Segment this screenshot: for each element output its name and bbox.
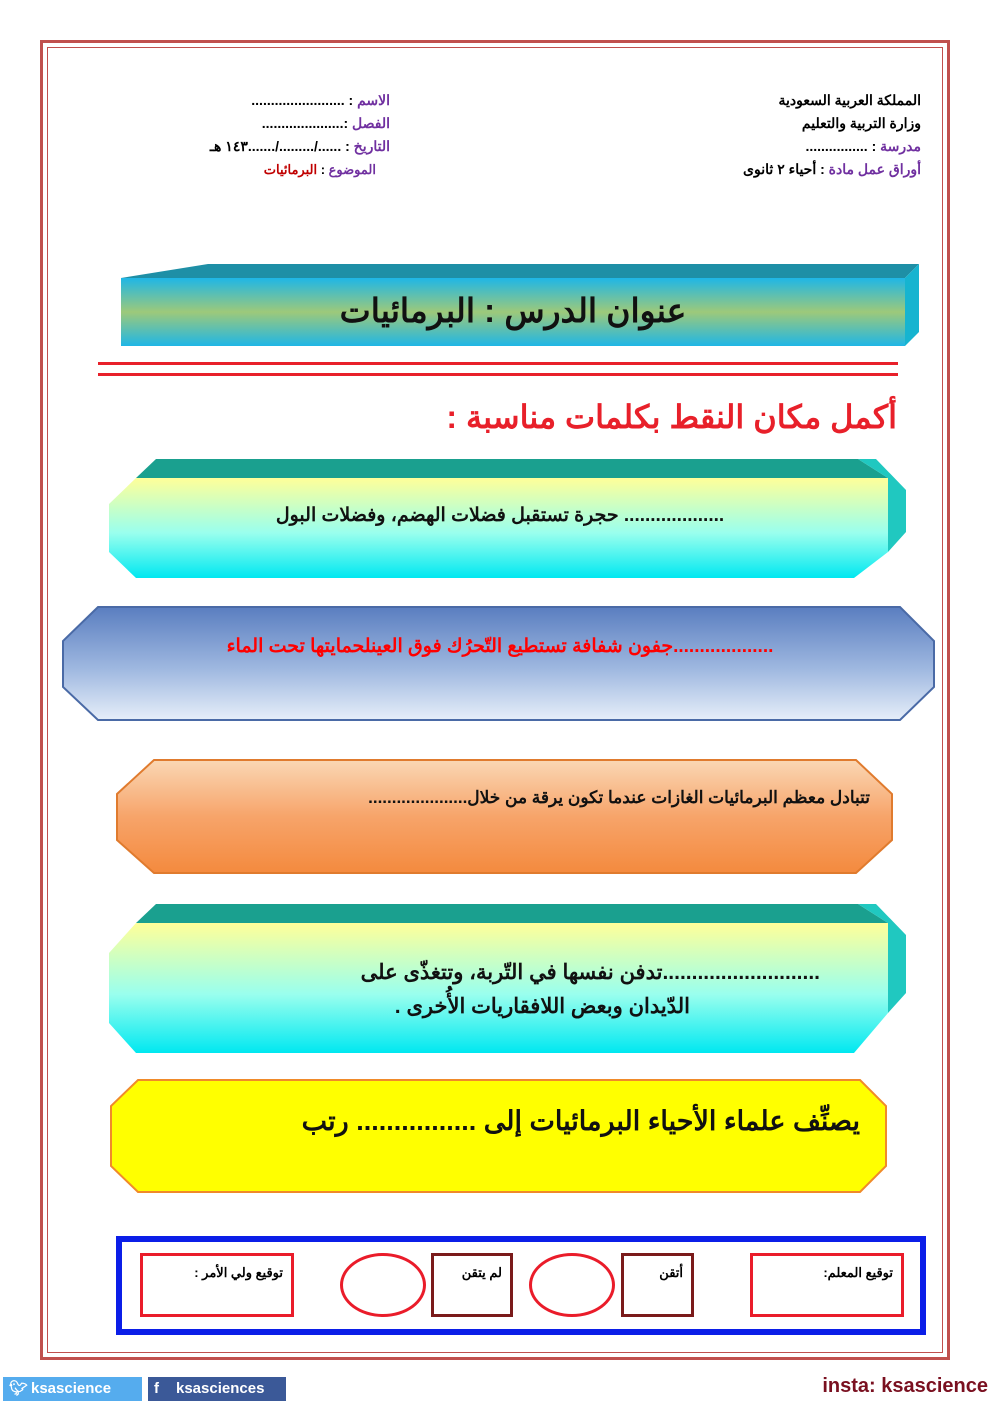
question-4-text <box>150 956 820 1024</box>
question-5-box <box>108 1078 890 1196</box>
lesson-title: عنوان الدرس : البرمائيات <box>339 292 687 329</box>
class-label: الفصل <box>352 115 390 131</box>
subject-line <box>561 158 921 181</box>
not-mastered-box[interactable] <box>431 1253 513 1317</box>
mastered-box[interactable] <box>621 1253 694 1317</box>
school-line <box>561 135 921 158</box>
subject-label: أوراق عمل مادة <box>828 161 921 177</box>
twitter-badge[interactable] <box>3 1377 142 1401</box>
school-value: : ................ <box>805 138 877 154</box>
date-label: التاريخ <box>353 138 390 154</box>
twitter-icon: 🐦︎ <box>9 1380 29 1397</box>
name-line <box>100 89 390 112</box>
school-label: مدرسة <box>880 138 921 154</box>
not-mastered-label: لم يتقن <box>461 1265 502 1280</box>
date-line <box>100 135 390 158</box>
mastered-mark-circle[interactable] <box>529 1253 615 1317</box>
question-1-text: ................... حجرة تستقبل فضلات الهضم، وفضلات البول <box>275 505 725 526</box>
facebook-icon: f <box>154 1380 159 1397</box>
question-3-text: تتبادل معظم البرمائيات الغازات عندما تكون يرقة من خلال..................... <box>368 788 870 807</box>
guardian-signature-label: توقيع ولي الأمر : <box>194 1265 283 1280</box>
date-value: : ....../........./.......١٤٣ هـ <box>209 138 354 154</box>
question-4-line-1: ...........................تدفن نفسها في التّربة، وتتغذّى على <box>360 961 820 984</box>
mastered-label: أتقن <box>659 1265 683 1280</box>
guardian-signature-box[interactable] <box>140 1253 294 1317</box>
topic-line: الموضوع : البرمائيات <box>263 162 376 177</box>
question-2-box <box>60 605 938 723</box>
subject-value: : أحياء ٢ ثانوى <box>743 161 825 177</box>
divider-top <box>98 362 898 365</box>
question-3-box <box>114 758 896 876</box>
twitter-handle: ksascience <box>31 1380 112 1397</box>
insta-handle[interactable]: insta: ksascience <box>822 1375 988 1397</box>
kingdom-line: المملكة العربية السعودية <box>778 92 921 108</box>
name-value: : ........................ <box>251 92 358 108</box>
topic-label: الموضوع <box>328 162 376 177</box>
question-4-line-2: الدّيدان وبعض اللافقاريات الأُخرى . <box>394 995 690 1018</box>
topic-value: البرمائيات <box>263 162 318 177</box>
class-line <box>100 112 390 135</box>
not-mastered-mark-circle[interactable] <box>340 1253 426 1317</box>
header-left <box>100 89 390 181</box>
instruction-heading: أكمل مكان النقط بكلمات مناسبة : <box>446 399 897 435</box>
question-5-text: يصنِّف علماء الأحياء البرمائيات إلى ................ رتب <box>301 1106 860 1136</box>
teacher-signature-box[interactable] <box>750 1253 904 1317</box>
teacher-signature-label: توقيع المعلم: <box>823 1265 893 1280</box>
question-2-text: ...................جفون شفافة تستطيع التّحرُك فوق العينلحمايتها تحت الماء <box>226 636 774 657</box>
facebook-handle: ksasciences <box>176 1380 265 1397</box>
ministry-line: وزارة التربية والتعليم <box>801 115 921 131</box>
header-right <box>561 89 921 181</box>
class-value: :..................... <box>261 115 353 131</box>
facebook-badge[interactable] <box>148 1377 286 1401</box>
name-label: الاسم <box>357 92 390 108</box>
divider-bottom <box>98 373 898 376</box>
